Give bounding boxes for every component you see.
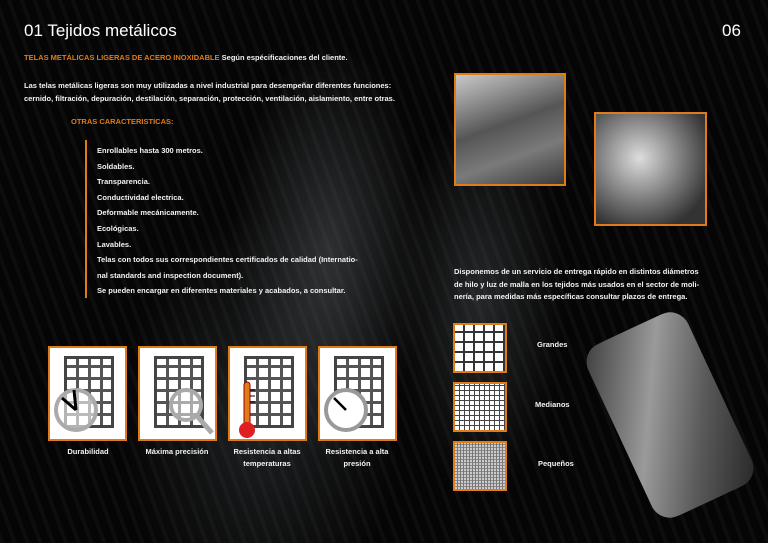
subtitle — [24, 53, 348, 62]
accent-bar — [85, 140, 87, 298]
list-item: Conductividad electrica. — [97, 192, 184, 202]
mesh-small-swatch — [453, 441, 507, 491]
icon-label: Máxima precisión — [145, 447, 209, 456]
thermometer-icon — [236, 378, 260, 440]
delivery-line: Disponemos de un servicio de entrega rápido en distintos diámetros — [454, 267, 699, 276]
mesh-size-label: Grandes — [537, 340, 568, 349]
pressure-tile — [318, 346, 397, 441]
list-item: Transparencia. — [97, 177, 150, 187]
list-item: Se pueden encargar en diferentes materiales y acabados, a consultar. — [97, 286, 346, 296]
mesh-large-swatch — [453, 323, 507, 373]
clock-icon — [52, 386, 100, 434]
mesh-medium-swatch — [453, 382, 507, 432]
features-heading: OTRAS CARACTERISTICAS: — [71, 117, 174, 126]
temperature-tile — [228, 346, 307, 441]
intro-paragraph — [24, 79, 444, 105]
list-item: Soldables. — [97, 161, 135, 171]
list-item: Telas con todos sus correspondientes certificados de calidad (Internatio- — [97, 255, 358, 265]
features-list — [97, 143, 358, 299]
delivery-line: de hilo y luz de malla en los tejidos más usados en el sector de moli- — [454, 279, 700, 289]
gauge-icon — [322, 386, 370, 434]
subtitle-text: Según espécificaciones del cliente. — [219, 53, 348, 62]
delivery-paragraph — [454, 266, 719, 304]
icon-label: Resistencia a alta presión — [325, 447, 389, 468]
icon-label: Resistencia a altas temperaturas — [233, 447, 301, 468]
mesh-size-label: Pequeños — [538, 459, 574, 468]
icon-label: Durabilidad — [67, 447, 109, 456]
list-item: Ecológicas. — [97, 223, 139, 233]
mesh-rolls-photo — [594, 112, 707, 226]
list-item: Enrollables hasta 300 metros. — [97, 146, 203, 155]
mesh-roll-photo — [454, 73, 566, 186]
mesh-size-label: Medianos — [535, 400, 570, 409]
intro-line: cernido, filtración, depuración, destilación, separación, protección, ventilación, aislamiento, entre otras. — [24, 94, 395, 103]
durability-tile — [48, 346, 127, 441]
magnifier-icon — [164, 383, 216, 439]
page-title: 01 Tejidos metálicos — [24, 21, 177, 40]
list-item: Lavables. — [97, 239, 132, 249]
page-number: 06 — [722, 21, 741, 40]
subtitle-highlight: TELAS METÁLICAS LIGERAS DE ACERO INOXIDABLE — [24, 53, 220, 62]
list-item: nal standards and inspection document). — [97, 270, 244, 280]
intro-line: Las telas metálicas ligeras son muy utilizadas a nivel industrial para desempeñar diferentes funciones: — [24, 81, 392, 90]
list-item: Deformable mecánicamente. — [97, 208, 199, 218]
delivery-line: nería, para medidas más específicas consultar plazos de entrega. — [454, 292, 688, 301]
precision-tile — [138, 346, 217, 441]
